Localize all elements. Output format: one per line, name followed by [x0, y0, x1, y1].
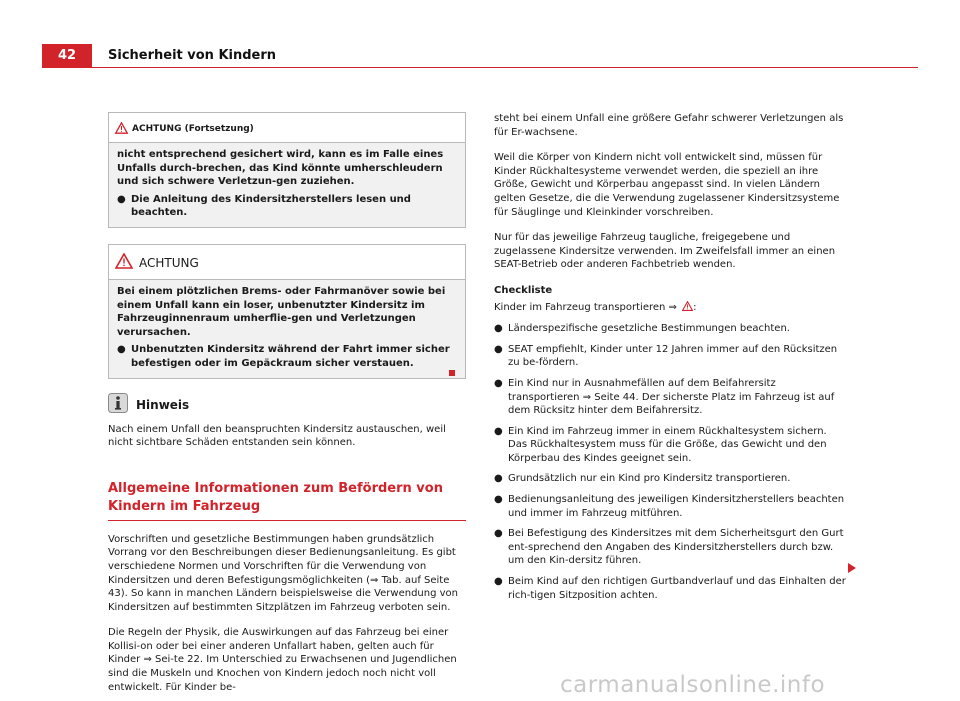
bullet-dot: ● [117, 344, 126, 356]
checklist-item-text: Ein Kind im Fahrzeug immer in einem Rückhaltesystem sichern. Das Rückhaltesystem muss für die Größe, das Gewicht und den Körperbau des Kindes geeignet sein. [508, 425, 827, 464]
right-paragraph-3: Nur für das jeweilige Fahrzeug taugliche, freigegebene und zugelassene Kindersitze verwenden. Im Zweifelsfall immer an einen SEAT-Betrieb oder anderen Fachbetrieb wenden. [494, 232, 836, 271]
bullet-dot: ● [494, 473, 503, 485]
left-column [108, 112, 466, 694]
checklist-item [494, 493, 848, 520]
warning-text: Bei einem plötzlichen Brems- oder Fahrmanöver sowie bei einem Unfall kann ein loser, unbenutzter Kindersitz im Fahrzeuginnenraum umherflie-gen und Verletzungen verursachen. [117, 285, 446, 338]
section-paragraph-1: Vorschriften und gesetzliche Bestimmungen haben grundsätzlich Vorrang vor den Beschreibungen dieser Bedienungsanleitung. Es gibt verschiedene Normen und Vorschriften für die Verwendung von Kindersitzen und deren Befestigungsmöglichkeiten (⇒ Tab. auf Seite 43). So kann in manchen Ländern beispielsweise die Verwendung von Kindersitzen auf bestimmten Sitzplätzen im Fahrzeug verboten sein. [108, 533, 459, 613]
checklist-intro [494, 301, 848, 316]
warning-continued-body [109, 143, 465, 227]
checklist [494, 322, 848, 602]
checklist-item-text: Ein Kind nur in Ausnahmefällen auf dem Beifahrersitz transportieren ⇒ Seite 44. Der sicherste Platz im Fahrzeug ist auf dem Rücksitz hinter dem Beifahrersitz. [508, 377, 835, 417]
checklist-item-text: Bei Befestigung des Kindersitzes mit dem Sicherheitsgurt den Gurt ent-sprechend den Angaben des Kindersitzherstellers durch bzw. um den Kin-dersitz führen. [508, 528, 844, 567]
bullet-dot: ● [117, 193, 126, 205]
bullet-dot: ● [494, 343, 503, 355]
hint-text: Nach einem Unfall den beanspruchten Kindersitz austauschen, weil nicht sichtbare Schäden entstanden sein können. [108, 423, 446, 449]
checklist-item [494, 472, 848, 486]
warning-triangle-icon [115, 253, 133, 273]
warning-body [109, 280, 465, 378]
warning-box [108, 244, 466, 379]
section-paragraph-2: Die Regeln der Physik, die Auswirkungen auf das Fahrzeug bei einer Kollisi-on oder bei einer anderen Unfallart haben, gelten auch für Kinder ⇒ Sei-te 22. Im Unterschied zu Erwachsenen und Jugendlichen sind die Muskeln und Knochen von Kindern jedoch noch nicht voll entwickelt. Für Kinder be- [108, 627, 457, 693]
right-paragraph-1: steht bei einem Unfall eine größere Gefahr schwerer Verletzungen als für Er-wachsene. [494, 113, 844, 138]
right-column [494, 112, 848, 602]
checklist-item [494, 343, 848, 370]
checklist-intro-text: Kinder im Fahrzeug transportieren ⇒ [494, 301, 677, 313]
bullet-dot: ● [494, 425, 503, 437]
warning-continued-text: nicht entsprechend gesichert wird, kann es im Falle eines Unfalls durch-brechen, das Kind könnte umherschleudern und sich schwere Verletzun-gen zuziehen. [117, 149, 444, 188]
warning-continued-bullet-text: Die Anleitung des Kindersitzherstellers lesen und beachten. [131, 193, 411, 219]
checklist-item [494, 425, 848, 466]
checklist-item-text: Beim Kind auf den richtigen Gurtbandverlauf und das Einhalten der rich-tigen Sitzposition achten. [508, 576, 846, 601]
checklist-item-text: Bedienungsanleitung des jeweiligen Kindersitzherstellers beachten und immer im Fahrzeug mitführen. [508, 494, 845, 519]
watermark: carmanualsonline.info [560, 672, 826, 698]
hint-header [108, 393, 466, 417]
bullet-dot: ● [494, 576, 503, 588]
section-end-marker [449, 370, 455, 376]
checklist-item [494, 527, 848, 568]
hint-label: Hinweis [136, 397, 190, 412]
bullet-dot: ● [494, 323, 503, 335]
warning-continued-bullet [117, 193, 457, 220]
warning-continued-header [109, 113, 465, 143]
checklist-intro-suffix: : [693, 301, 697, 313]
continue-arrow-icon [848, 563, 856, 573]
warning-header [109, 245, 465, 280]
bullet-dot: ● [494, 377, 503, 389]
warning-continued-box [108, 112, 466, 228]
warning-label: ACHTUNG [139, 255, 199, 270]
checklist-item-text: SEAT empfiehlt, Kinder unter 12 Jahren immer auf den Rücksitzen zu be-fördern. [508, 343, 838, 369]
warning-bullet [117, 343, 457, 370]
checklist-item [494, 322, 848, 336]
warning-continued-label: ACHTUNG (Fortsetzung) [132, 123, 254, 134]
header-rule [92, 67, 918, 68]
bullet-dot: ● [494, 494, 503, 506]
warning-triangle-icon [682, 301, 693, 316]
warning-bullet-text: Unbenutzten Kindersitz während der Fahrt immer sicher befestigen oder im Gepäckraum sicher verstauen. [131, 344, 450, 369]
info-icon [108, 393, 128, 417]
section-title: Allgemeine Informationen zum Befördern von Kindern im Fahrzeug [108, 480, 466, 521]
page-header [0, 44, 960, 68]
page-title: Sicherheit von Kindern [108, 48, 277, 63]
checklist-title: Checkliste [494, 284, 553, 296]
checklist-item [494, 575, 848, 602]
warning-triangle-icon [115, 119, 128, 138]
checklist-item-text: Länderspezifische gesetzliche Bestimmungen beachten. [508, 323, 790, 335]
page-number: 42 [42, 44, 92, 68]
checklist-item-text: Grundsätzlich nur ein Kind pro Kindersitz transportieren. [508, 473, 791, 485]
checklist-item [494, 377, 848, 418]
right-paragraph-2: Weil die Körper von Kindern nicht voll entwickelt sind, müssen für Kinder Rückhaltesysteme verwendet werden, die speziell an ihre Größe, Gewicht und Körperbau angepasst sind. In vielen Ländern gelten Gesetze, die die Verwendung zugelassener Kindersitzsysteme für Säuglinge und Kleinkinder vorschreiben. [494, 152, 840, 218]
bullet-dot: ● [494, 528, 503, 540]
